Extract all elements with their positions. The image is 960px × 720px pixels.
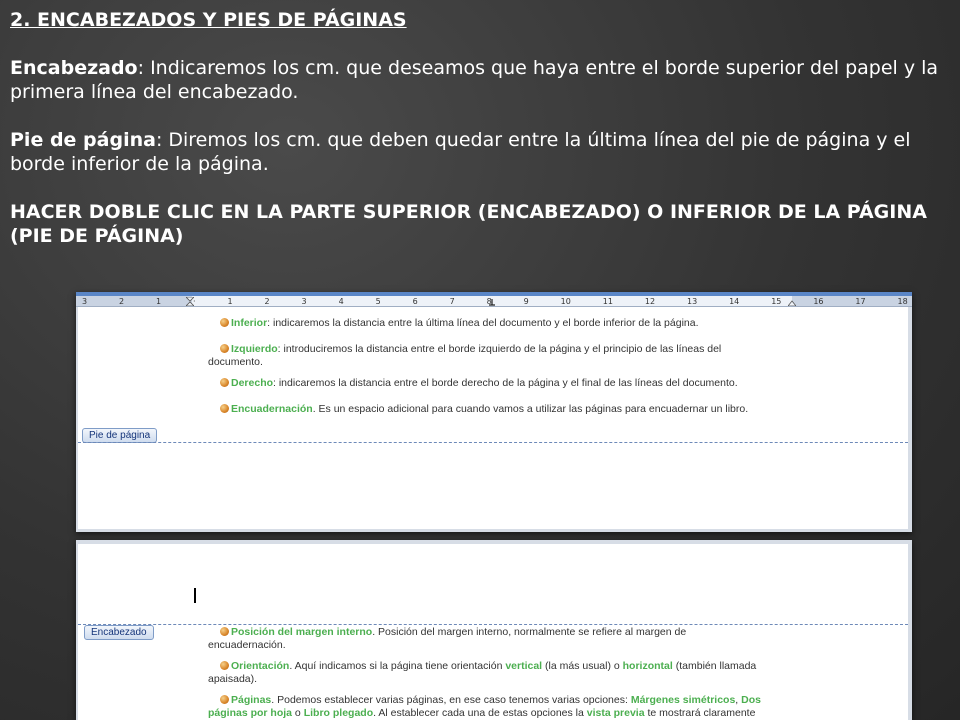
bullet-icon <box>220 344 229 353</box>
paragraph-encabezado <box>10 56 950 104</box>
keyword-margenes-simetricos: Márgenes simétricos <box>630 694 736 706</box>
text-orientacion-1: . Aquí indicamos si la página tiene orientación <box>289 660 506 672</box>
keyword-paginas: Páginas <box>231 694 272 706</box>
keyword-libro-plegado: Libro plegado <box>303 707 374 719</box>
bullet-icon <box>220 627 229 636</box>
ruler-tick-label: 1 <box>227 296 233 306</box>
keyword-dos: Dos <box>741 694 761 706</box>
slide-text <box>10 8 950 248</box>
text-orientacion-2: (la más usual) o <box>542 660 623 672</box>
ruler-tick-label: 2 <box>264 296 270 306</box>
keyword-vertical: vertical <box>505 660 543 672</box>
ruler-tick-label: 12 <box>644 296 656 306</box>
text-paginas-4: . Al establecer cada una de estas opciones la <box>373 707 587 719</box>
header-tab[interactable]: Encabezado <box>84 625 154 640</box>
term-encabezado: Encabezado <box>10 57 138 79</box>
text-encuadernacion: . Es un espacio adicional para cuando vamos a utilizar las páginas para encuadernar un libro. <box>312 403 749 415</box>
ruler-tick-label: · <box>193 296 196 306</box>
text-orientacion-3: (también llamada <box>672 660 757 672</box>
keyword-horizontal: horizontal <box>622 660 673 672</box>
text-inferior: : indicaremos la distancia entre la última línea del documento y el borde inferior de la página. <box>267 317 699 329</box>
keyword-encuadernacion: Encuadernación <box>231 403 313 415</box>
keyword-posicion: Posición del margen interno <box>231 626 373 638</box>
item-inferior <box>220 317 699 330</box>
definition-encabezado: : Indicaremos los cm. que deseamos que haya entre el borde superior del papel y la primera línea del encabezado. <box>10 57 939 103</box>
ruler-tick-label: 14 <box>729 296 740 306</box>
tab-stop-icon[interactable] <box>488 297 496 306</box>
bullet-icon <box>220 318 229 327</box>
header-boundary-line <box>78 624 908 625</box>
ruler-tick-label: 3 <box>301 296 307 306</box>
footer-boundary-line <box>78 442 908 443</box>
ruler-tick-label: 4 <box>338 296 344 306</box>
screenshot-header <box>76 540 912 720</box>
item-derecho <box>220 377 738 390</box>
item-paginas-cont <box>208 707 755 720</box>
definition-pie: : Diremos los cm. que deben quedar entre la última línea del pie de página y el borde inferior de la página. <box>10 129 911 175</box>
ruler-tick-label: 11 <box>602 296 613 306</box>
bullet-icon <box>220 378 229 387</box>
text-izquierdo: : introduciremos la distancia entre el borde izquierdo de la página y el principio de las líneas del <box>277 343 722 355</box>
text-paginas-2: , <box>735 694 742 706</box>
term-pie: Pie de página <box>10 129 156 151</box>
ruler-tick-label: 15 <box>771 296 782 306</box>
item-posicion-cont: encuadernación. <box>208 639 286 651</box>
bullet-icon <box>220 404 229 413</box>
ruler-tick-label: 16 <box>813 296 824 306</box>
keyword-derecho: Derecho <box>231 377 274 389</box>
text-paginas-3: o <box>292 707 304 719</box>
item-orientacion-cont: apaisada). <box>208 673 258 685</box>
text-paginas-1: . Podemos establecer varias páginas, en ese caso tenemos varias opciones: <box>271 694 631 706</box>
ruler-tick-label: 7 <box>449 296 455 306</box>
indent-marker-icon[interactable] <box>186 297 194 306</box>
text-paginas-5: te mostrará claramente <box>644 707 756 719</box>
text-derecho: : indicaremos la distancia entre el borde derecho de la página y el final de las líneas del documento. <box>273 377 738 389</box>
document-page-top[interactable] <box>78 544 908 720</box>
document-page-bottom[interactable] <box>78 307 908 529</box>
ruler-tick-label: 9 <box>523 296 529 306</box>
item-orientacion <box>220 660 756 673</box>
bullet-icon <box>220 661 229 670</box>
slide-title: 2. ENCABEZADOS Y PIES DE PÁGINAS <box>10 9 407 31</box>
horizontal-ruler[interactable] <box>76 292 912 307</box>
ruler-tick-label: 3 <box>82 296 88 306</box>
keyword-inferior: Inferior <box>231 317 268 329</box>
ruler-tick-label: 2 <box>119 296 125 306</box>
text-cursor <box>194 588 196 603</box>
keyword-vista-previa: vista previa <box>586 707 645 719</box>
ruler-tick-label: 10 <box>560 296 571 306</box>
keyword-paginas-por-hoja: páginas por hoja <box>208 707 293 719</box>
footer-tab[interactable]: Pie de página <box>82 428 157 443</box>
screenshot-footer <box>76 292 912 532</box>
item-paginas <box>220 694 761 707</box>
ruler-tick-label: 13 <box>686 296 698 306</box>
item-izquierdo <box>220 343 721 356</box>
bullet-icon <box>220 695 229 704</box>
ruler-tick-label: 6 <box>412 296 418 306</box>
text-posicion: . Posición del margen interno, normalmente se refiere al margen de <box>372 626 687 638</box>
ruler-tick-label: 5 <box>375 296 381 306</box>
instruction-text: HACER DOBLE CLIC EN LA PARTE SUPERIOR (ENCABEZADO) O INFERIOR DE LA PÁGINA (PIE DE PÁGINA) <box>10 201 927 247</box>
right-indent-icon[interactable] <box>788 297 796 306</box>
item-encuadernacion <box>220 403 748 416</box>
item-izquierdo-cont: documento. <box>208 356 263 368</box>
ruler-tick-label: 1 <box>156 296 162 306</box>
keyword-izquierdo: Izquierdo <box>231 343 278 355</box>
paragraph-pie <box>10 128 950 176</box>
item-posicion-margen <box>220 626 686 639</box>
ruler-tick-label: 17 <box>855 296 866 306</box>
ruler-tick-label: 18 <box>897 296 908 306</box>
ruler-tick-label: 8 <box>486 296 492 306</box>
keyword-orientacion: Orientación <box>231 660 290 672</box>
